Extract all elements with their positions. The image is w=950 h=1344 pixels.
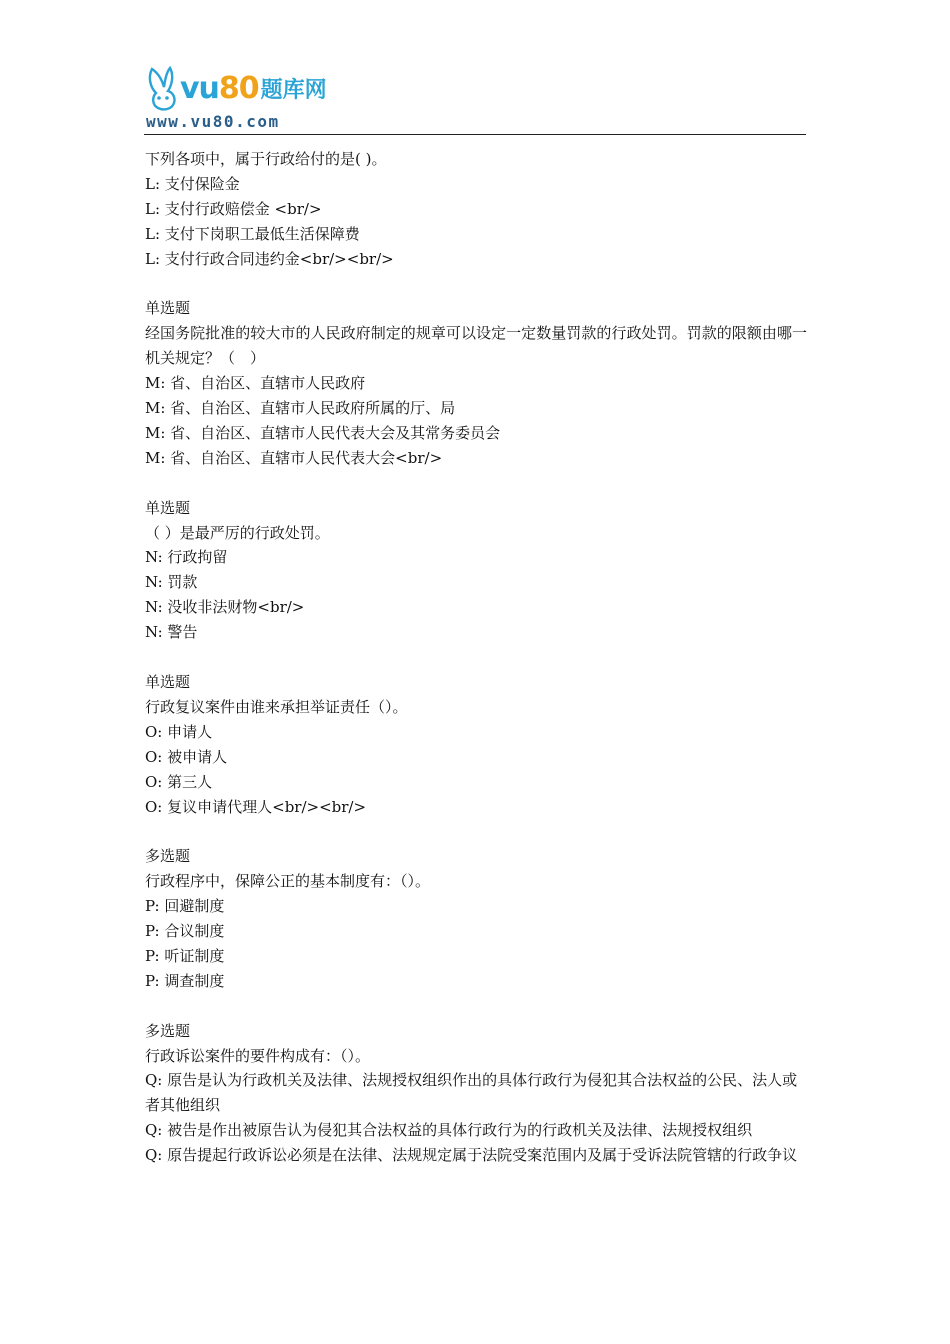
logo-brand-text [180,71,259,106]
question-block [145,296,807,470]
question-type: 多选题 [145,1021,191,1040]
question-stem: 下列各项中，属于行政给付的是( )。 [145,150,387,168]
answer-option: M: 省、自治区、直辖市人民代表大会<br/> [145,448,443,467]
question-list [145,147,807,1168]
answer-option: N: 没收非法财物<br/> [145,598,305,617]
question-block [145,147,807,272]
answer-option: M: 省、自治区、直辖市人民代表大会及其常务委员会 [145,423,501,442]
logo-url-text: www.vu80.com [146,112,280,131]
answer-option: M: 省、自治区、直辖市人民政府 [145,374,366,393]
answer-option: L: 支付行政合同违约金<br/><br/> [145,249,394,268]
answer-option: P: 调查制度 [145,971,225,990]
logo-mark [144,64,327,112]
question-stem: 经国务院批准的较大市的人民政府制定的规章可以设定一定数量罚款的行政处罚。罚款的限额由哪一机关规定？（ ） [145,324,807,368]
question-block [145,670,807,819]
question-stem: 行政诉讼案件的要件构成有：（）。 [145,1046,371,1065]
question-type: 单选题 [145,299,191,318]
question-gap [145,272,807,297]
question-gap [145,819,807,844]
answer-option: P: 听证制度 [145,946,225,965]
question-type: 多选题 [145,847,191,866]
answer-option: P: 回避制度 [145,897,225,916]
answer-option: Q: 原告提起行政诉讼必须是在法律、法规规定属于法院受案范围内及属于受诉法院管辖的行政争议 [145,1146,798,1165]
answer-option: N: 警告 [145,623,198,642]
site-logo[interactable] [144,64,344,134]
question-gap [145,994,807,1019]
question-stem: （ ）是最严厉的行政处罚。 [145,523,330,542]
answer-option: P: 合议制度 [145,922,225,941]
answer-option: L: 支付行政赔偿金 <br/> [145,199,322,218]
question-block [145,496,807,645]
question-type: 单选题 [145,498,191,517]
question-stem: 行政程序中，保障公正的基本制度有：（）。 [145,872,431,891]
answer-option: O: 复议申请代理人<br/><br/> [145,797,367,816]
question-block [145,1019,807,1168]
answer-option: O: 申请人 [145,722,213,741]
header-divider [144,134,806,135]
question-type: 单选题 [145,672,191,691]
answer-option: N: 行政拘留 [145,548,228,567]
logo-tail-text: 题库网 [260,77,327,103]
page-header [144,62,806,136]
bunny-icon [144,65,184,111]
logo-brand-digits: 80 [218,70,259,106]
answer-option: L: 支付保险金 [145,174,240,193]
answer-option: Q: 原告是认为行政机关及法律、法规授权组织作出的具体行政行为侵犯其合法权益的公民、法人或者其他组织 [145,1071,798,1115]
answer-option: O: 被申请人 [145,747,228,766]
answer-option: O: 第三人 [145,772,213,791]
question-gap [145,471,807,496]
answer-option: N: 罚款 [145,573,198,592]
question-block [145,844,807,993]
answer-option: Q: 被告是作出被原告认为侵犯其合法权益的具体行政行为的行政机关及法律、法规授权组织 [145,1121,753,1140]
question-stem: 行政复议案件由谁来承担举证责任（）。 [145,697,408,716]
question-gap [145,645,807,670]
logo-brand-letters: vu [180,70,219,106]
answer-option: M: 省、自治区、直辖市人民政府所属的厅、局 [145,399,456,418]
answer-option: L: 支付下岗职工最低生活保障费 [145,224,360,243]
